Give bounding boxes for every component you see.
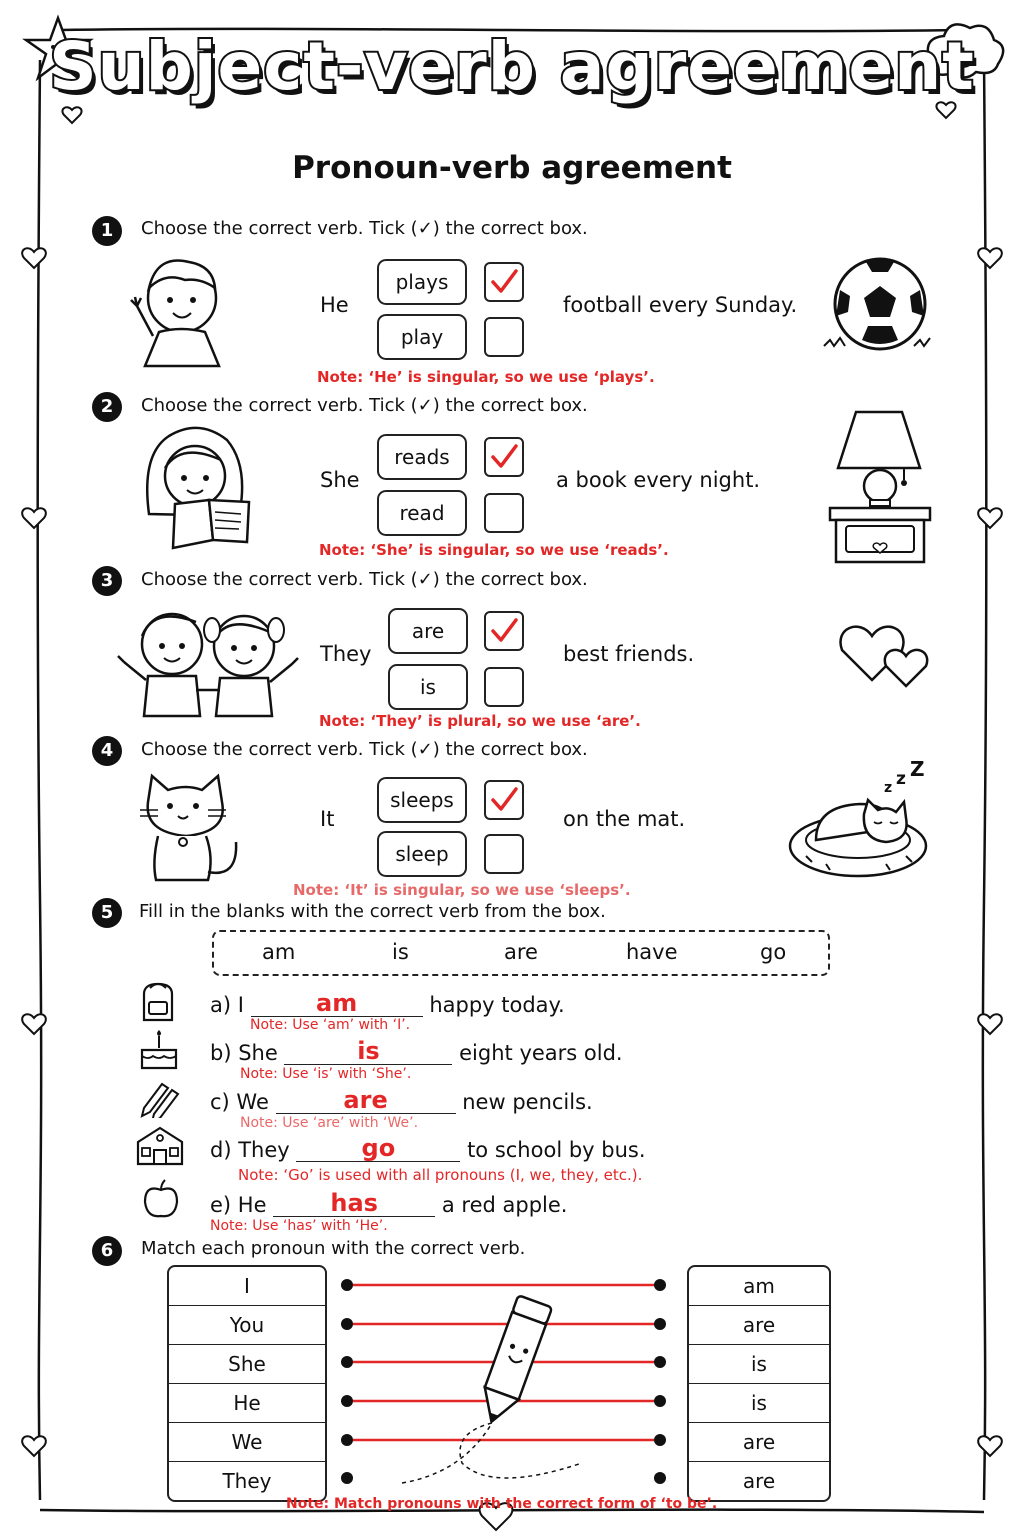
question-instruction: Match each pronoun with the correct verb. [141,1238,526,1259]
page-subtitle: Pronoun-verb agreement [292,150,732,186]
apple-icon [142,1178,180,1218]
question-pronoun: It [320,807,335,831]
answer-note: Note: ‘He’ is singular, so we use ‘plays’. [317,368,655,386]
boy-waving-illustration [125,248,235,368]
question-instruction: Fill in the blanks with the correct verb from the box. [139,901,606,922]
word-bank-item: are [504,940,538,964]
page-title: Subject-verb agreement [49,28,975,105]
svg-text:z: z [896,769,906,789]
sentence-ending: on the mat. [563,807,686,831]
red-check-icon [489,785,519,815]
fill-label: d) They [210,1138,290,1162]
answer-blank[interactable]: go [296,1135,460,1162]
verb-option-box[interactable]: sleep [377,831,467,877]
pronoun-cell[interactable]: You [169,1306,325,1345]
two-kids-illustration [110,600,306,718]
verb-option-box[interactable]: plays [377,259,467,305]
pronoun-cell[interactable]: I [169,1267,325,1306]
fill-sentence [210,1135,646,1162]
fill-rest: new pencils. [462,1090,593,1114]
question-instruction: Choose the correct verb. Tick (✓) the correct box. [141,218,588,239]
fill-label: c) We [210,1090,269,1114]
fill-note: Note: ‘Go’ is used with all pronouns (I, we, they, etc.). [238,1166,643,1184]
sentence-ending: best friends. [563,642,695,666]
question-number: 3 [92,566,122,596]
fill-sentence [210,1190,567,1217]
question-number: 4 [92,736,122,766]
pronoun-column [167,1265,327,1502]
verb-cell[interactable]: is [689,1345,829,1384]
tick-checkbox[interactable] [484,834,524,874]
matching-note: Note: Match pronouns with the correct form of ‘to be’. [286,1496,718,1512]
two-hearts-icon [836,618,936,688]
verb-option-box[interactable]: reads [377,434,467,480]
tick-checkbox-checked[interactable] [484,780,524,820]
tick-checkbox[interactable] [484,667,524,707]
word-bank-item: am [262,940,296,964]
verb-option-box[interactable]: read [377,490,467,536]
fill-label: e) He [210,1193,267,1217]
red-check-icon [489,442,519,472]
red-check-icon [489,267,519,297]
answer-note: Note: ‘It’ is singular, so we use ‘sleeps’. [293,881,631,899]
fill-rest: happy today. [429,993,565,1017]
verb-cell[interactable]: are [742,1469,776,1493]
fill-sentence [210,1038,623,1065]
fill-label: a) I [210,993,244,1017]
question-pronoun: She [320,468,360,492]
verb-option-box[interactable]: sleeps [377,777,467,823]
verb-column [687,1265,831,1502]
verb-cell[interactable]: are [689,1306,829,1345]
lamp-nightstand-illustration [826,408,936,566]
question-number: 5 [92,898,122,928]
word-bank-item: have [626,940,678,964]
pronoun-cell[interactable]: We [169,1423,325,1462]
word-bank [212,930,830,976]
tick-checkbox-checked[interactable] [484,611,524,651]
fill-note: Note: Use ‘has’ with ‘He’. [210,1218,388,1234]
fill-rest: a red apple. [441,1193,568,1217]
word-bank-item: is [392,940,409,964]
sentence-ending: a book every night. [556,468,761,492]
question-pronoun: They [320,642,372,666]
answer-blank[interactable]: am [251,990,423,1017]
word-bank-item: go [760,940,787,964]
cake-icon [136,1028,182,1072]
pronoun-cell[interactable]: She [169,1345,325,1384]
tick-checkbox-checked[interactable] [484,437,524,477]
tick-checkbox[interactable] [484,493,524,533]
fill-note: Note: Use ‘is’ with ‘She’. [240,1066,412,1082]
svg-text:Z: Z [910,760,925,781]
verb-cell[interactable]: are [689,1423,829,1462]
cat-sitting-illustration [130,772,242,884]
question-instruction: Choose the correct verb. Tick (✓) the correct box. [141,569,588,590]
soccer-ball-illustration [822,256,940,356]
verb-option-box[interactable]: are [388,608,468,654]
tick-checkbox[interactable] [484,317,524,357]
pronoun-cell[interactable]: He [169,1384,325,1423]
fill-sentence [210,1087,593,1114]
answer-note: Note: ‘They’ is plural, so we use ‘are’. [319,712,641,730]
fill-note: Note: Use ‘am’ with ‘I’. [250,1017,411,1033]
verb-option-box[interactable]: is [388,664,468,710]
verb-option-box[interactable]: play [377,314,467,360]
pronoun-cell[interactable]: They [222,1469,272,1493]
cat-sleeping-illustration [786,760,942,884]
fill-note: Note: Use ‘are’ with ‘We’. [240,1115,419,1131]
question-instruction: Choose the correct verb. Tick (✓) the correct box. [141,739,588,760]
question-number: 2 [92,392,122,422]
pencils-icon [138,1078,182,1118]
pencil-character-illustration [470,1290,560,1436]
girl-reading-illustration [135,424,255,552]
answer-blank[interactable]: are [276,1087,456,1114]
backpack-icon [134,980,182,1024]
verb-cell[interactable]: is [689,1384,829,1423]
fill-rest: to school by bus. [467,1138,646,1162]
fill-sentence [210,990,565,1017]
verb-cell[interactable]: am [689,1267,829,1306]
question-pronoun: He [320,293,349,317]
svg-text:z: z [884,780,893,796]
red-check-icon [489,616,519,646]
sentence-ending: football every Sunday. [563,293,798,317]
tick-checkbox-checked[interactable] [484,262,524,302]
school-icon [134,1124,186,1166]
answer-note: Note: ‘She’ is singular, so we use ‘reads’. [319,541,669,559]
question-instruction: Choose the correct verb. Tick (✓) the correct box. [141,395,588,416]
question-number: 1 [92,216,122,246]
answer-blank[interactable]: is [284,1038,452,1065]
answer-blank[interactable]: has [273,1190,435,1217]
fill-label: b) She [210,1041,278,1065]
fill-rest: eight years old. [459,1041,623,1065]
question-number: 6 [92,1236,122,1266]
